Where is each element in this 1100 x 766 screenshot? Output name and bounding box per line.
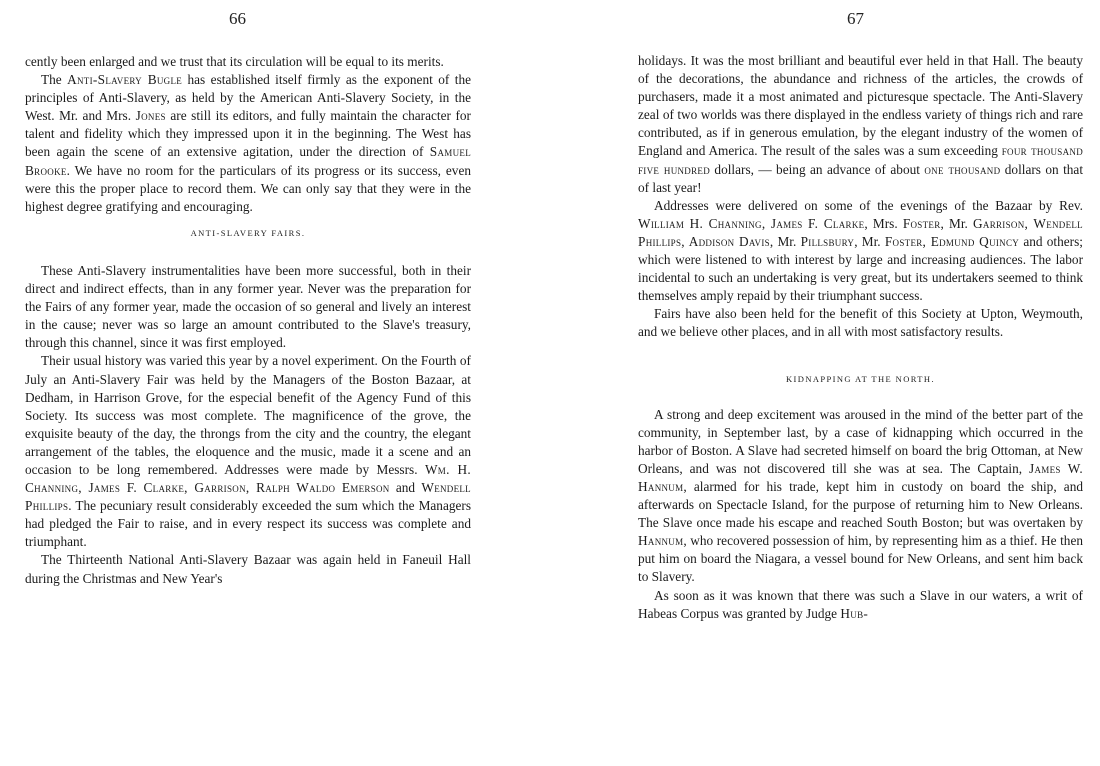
right-text-column <box>638 52 1083 623</box>
paragraph: A strong and deep excitement was aroused in the mind of the better part of the community, in September last, by a case of kidnapping which occurred in the harbor of Boston. A Slave had secreted himself on board the brig Ottoman, at New Orleans, and was not discovered till she was at sea. The Captain, James W. Hannum, alarmed for his trade, kept him in custody on board the ship, and afterwards on Spectacle Island, for the purpose of returning him to New Orleans. The Slave once made his escape and reached South Boston; but was overtaken by Hannum, who recovered possession of him, by representing him as a thief. He then put him on board the Niagara, a vessel bound for New Orleans, and sent him back to Slavery. <box>638 406 1083 585</box>
paragraph: As soon as it was known that there was such a Slave in our waters, a writ of Habeas Corpus was granted by Judge Hub- <box>638 587 1083 621</box>
left-text-column <box>25 53 471 588</box>
section-heading: KIDNAPPING AT THE NORTH. <box>786 373 935 384</box>
section-heading: ANTI-SLAVERY FAIRS. <box>190 227 306 238</box>
paragraph: The Thirteenth National Anti-Slavery Bazaar was again held in Faneuil Hall during the Christmas and New Year's <box>25 552 471 586</box>
paragraph: Fairs have also been held for the benefit of this Society at Upton, Weymouth, and we believe other places, and in all with most satisfactory results. <box>638 306 1083 340</box>
paragraph: holidays. It was the most brilliant and beautiful ever held in that Hall. The beauty of the decorations, the abundance and richness of the articles, the crowds of purchasers, made it a most animated and picturesque spectacle. The Anti-Slavery zeal of two worlds was there displayed in the endless variety of things rich and rare contributed, as if in generous emulation, by the elegant industry of the women of England and America. The result of the sales was a sum exceeding four thousand five hundred dollars, — being an advance of about one thousand dollars on that of last year! <box>638 53 1084 195</box>
page-number-left: 66 <box>229 9 246 28</box>
page-number-right: 67 <box>847 9 864 28</box>
paragraph: Their usual history was varied this year by a novel experiment. On the Fourth of July an Anti-Slavery Fair was held by the Managers of the Boston Bazaar, at Dedham, in Harrison Grove, for the especial benefit of the Agency Fund of this Society. Its success was most complete. The magnificence of the grove, the exquisite beauty of the day, the throngs from the city and the country, the elegant arrangement of the tables, the eloquence and the music, made it a scene and an occasion to be long remembered. Addresses were made by Messrs. Wm. H. Channing, James F. Clarke, Garrison, Ralph Waldo Emerson and Wendell Phillips. The pecuniary result considerably exceeded the sum which the Managers had pledged the Fair to raise, and in every respect its success was complete and triumphant. <box>25 353 471 550</box>
paragraph: Addresses were delivered on some of the evenings of the Bazaar by Rev. William H. Channing, James F. Clarke, Mrs. Foster, Mr. Garrison, Wendell Phillips, Addison Davis, Mr. Pillsbury, Mr. Foster, Edmund Quincy and others; which were listened to with interest by large and increasing audiences. The labor incidental to such an undertaking is very great, but its undertakers seemed to think themselves amply repaid by their triumphant success. <box>638 197 1083 304</box>
paragraph: cently been enlarged and we trust that its circulation will be equal to its merits. <box>25 54 444 69</box>
paragraph: The Anti-Slavery Bugle has established itself firmly as the exponent of the principles of Anti-Slavery, as held by the American Anti-Slavery Society, in the West. Mr. and Mrs. Jones are still its editors, and fully maintain the character for talent and fidelity which they impressed upon it in the beginning. The West has been again the scene of an extensive agitation, under the direction of Samuel Brooke. We have no room for the particulars of its progress or its success, even were this the proper place to record them. We can only say that they were in the highest degree gratifying and encouraging. <box>25 72 471 214</box>
paragraph: These Anti-Slavery instrumentalities have been more successful, both in their direct and indirect effects, than in any former year. Never was the preparation for the Fairs of any former year, made the occasion of so general and lively an interest in the cause; never was so large an amount contributed to the Slave's treasury, through this channel, since it was first employed. <box>25 262 471 351</box>
